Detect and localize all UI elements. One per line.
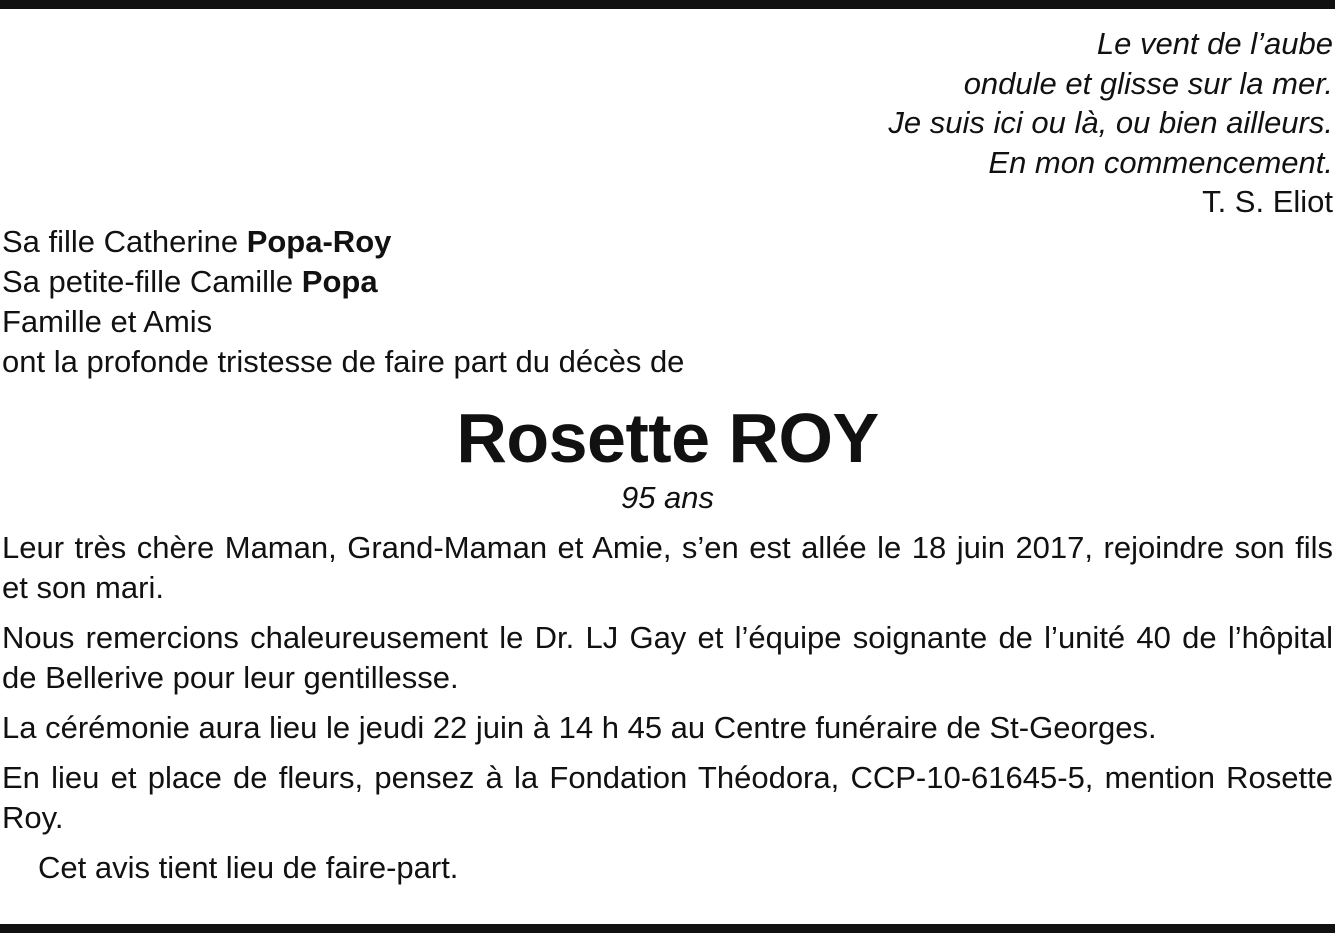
family-others-text: Famille et Amis [2, 304, 213, 339]
poem-line: Le vent de l’aube [1096, 26, 1333, 61]
poem-author: T. S. Eliot [1202, 184, 1333, 219]
notice-paragraph: Nous remercions chaleureusement le Dr. LJ Gay et l’équipe soignante de l’unité 40 de l’hôpital de Bellerive pour leur gentillesse. [2, 620, 1333, 695]
notice-paragraph: En lieu et place de fleurs, pensez à la Fondation Théodora, CCP-10-61645-5, mention Rosette Roy. [2, 760, 1333, 835]
family-member-surname: Popa-Roy [246, 224, 392, 259]
family-member-row [2, 222, 684, 262]
deceased-age: 95 ans [620, 480, 715, 515]
family-member-relation: Sa fille Catherine [2, 224, 247, 259]
family-member-row [2, 262, 684, 302]
deceased-name: Rosette ROY [456, 399, 879, 477]
notice-paragraph: Leur très chère Maman, Grand-Maman et Amie, s’en est allée le 18 juin 2017, rejoindre son fils et son mari. [2, 530, 1333, 605]
poem-line: ondule et glisse sur la mer. [963, 65, 1333, 101]
announcement-intro-row [2, 342, 684, 382]
notice-paragraph: La cérémonie aura lieu le jeudi 22 juin à 14 h 45 au Centre funéraire de St-Georges. [2, 710, 1157, 745]
bottom-rule [0, 924, 1335, 933]
top-rule [0, 0, 1335, 9]
family-others-row [2, 302, 684, 342]
epigraph-poem [888, 24, 1333, 222]
poem-line: En mon commencement. [988, 144, 1333, 180]
family-member-relation: Sa petite-fille Camille [2, 264, 302, 299]
poem-line: Je suis ici ou là, ou bien ailleurs. [888, 105, 1333, 140]
family-announcement [2, 222, 684, 382]
announcement-intro-text: ont la profonde tristesse de faire part du décès de [2, 344, 685, 379]
closing-line: Cet avis tient lieu de faire-part. [38, 850, 459, 885]
family-member-surname: Popa [301, 264, 378, 299]
notice-body [2, 528, 1333, 898]
